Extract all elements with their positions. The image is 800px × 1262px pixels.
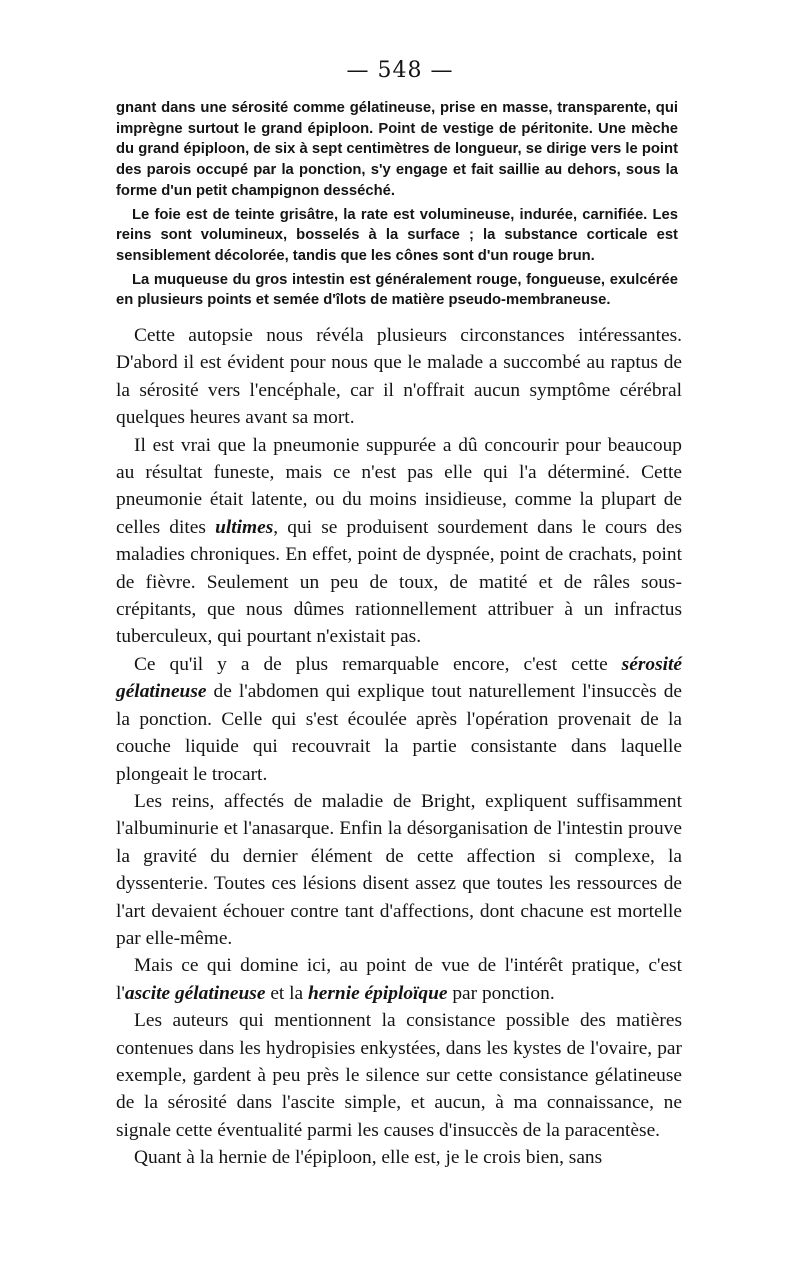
small-paragraph-2: Le foie est de teinte grisâtre, la rate est volumineuse, indurée, carnifiée. Les reins sont volumineux, bosselés à la surface ; la substance corticale est sensiblement décolorée, tandis que les cônes sont d'un rouge brun. — [116, 206, 678, 264]
autopsy-notes — [116, 98, 678, 311]
small-paragraph-3: La muqueuse du gros intestin est généralement rouge, fongueuse, exulcérée en plusieurs points et semée d'îlots de matière pseudo-membraneuse. — [116, 271, 678, 309]
main-paragraph-7: Quant à la hernie de l'épiploon, elle est, je le crois bien, sans — [134, 1147, 603, 1169]
main-commentary — [116, 322, 682, 1172]
main-paragraph-2-text-a: Il est vrai que la pneumonie suppurée a dû concourir pour beaucoup au résultat funeste, mais ce n'est pas elle qui l'a déterminé. Cette pneumonie était latente, ou du moins insidieuse, comme la plupart de celles dites — [116, 434, 682, 538]
main-paragraph-3-text-a: Ce qu'il y a de plus remarquable encore, c'est cette — [134, 653, 622, 675]
italic-ultimes: ultimes — [215, 516, 274, 538]
main-paragraph-2-text-b: , qui se produisent sourdement dans le cours des maladies chroniques. En effet, point de dyspnée, point de crachats, point de fièvre. Seulement un peu de toux, de matité et de râles sous-crépitants, que nous dûmes rationnellement attribuer à un infractus tuberculeux, qui pourtant n'existait pas. — [116, 516, 682, 648]
main-paragraph-5-text-a: Mais ce qui domine ici, au point de vue de l'intérêt pratique, c'est l' — [116, 955, 682, 1004]
italic-serosite-gelatineuse: sérosité gélatineuse — [116, 653, 682, 703]
main-paragraph-4: Les reins, affectés de maladie de Bright, expliquent suffisamment l'albuminurie et l'anasarque. Enfin la désorganisation de l'intestin prouve la gravité du dernier élément de cette affection si complexe, la dyssenterie. Toutes ces lésions disent assez que toutes les ressources de l'art devaient échouer contre tant d'affections, dont chacune est mortelle par elle-même. — [116, 790, 682, 949]
main-paragraph-3-text-b: de l'abdomen qui explique tout naturellement l'insuccès de la ponction. Celle qui s'est écoulée après l'opération provenait de la couche liquide qui recouvrait la partie consistante dans laquelle plongeait le trocart. — [116, 681, 682, 785]
main-paragraph-3 — [116, 651, 682, 788]
page-number: — 548 — — [346, 58, 454, 83]
main-paragraph-6: Les auteurs qui mentionnent la consistance possible des matières contenues dans les hydropisies enkystées, dans les kystes de l'ovaire, par exemple, gardent à peu près le silence sur cette consistance gélatineuse de la sérosité dans l'ascite simple, et aucun, à ma connaissance, ne signale cette éventualité parmi les causes d'insuccès de la paracentèse. — [116, 1010, 682, 1141]
main-paragraph-5-text-b: et la — [265, 982, 308, 1004]
main-paragraph-2 — [116, 432, 682, 651]
small-paragraph-1: gnant dans une sérosité comme gélatineuse, prise en masse, transparente, qui imprègne surtout le grand épiploon. Point de vestige de péritonite. Une mèche du grand épiploon, de six à sept centimètres de longueur, se dirige vers le point des parois occupé par la ponction, s'y engage et fait saillie au dehors, sous la forme d'un petit champignon desséché. — [116, 100, 678, 199]
italic-hernie-epiploique: hernie épiploïque — [308, 982, 448, 1004]
main-paragraph-5-text-c: par ponction. — [447, 982, 555, 1004]
main-paragraph-5 — [116, 952, 682, 1007]
italic-ascite-gelatineuse: ascite gélatineuse — [124, 982, 266, 1004]
main-paragraph-1: Cette autopsie nous révéla plusieurs circonstances intéressantes. D'abord il est évident pour nous que le malade a succombé au raptus de la sérosité vers l'encéphale, car il n'offrait aucun symptôme cérébral quelques heures avant sa mort. — [116, 325, 682, 429]
